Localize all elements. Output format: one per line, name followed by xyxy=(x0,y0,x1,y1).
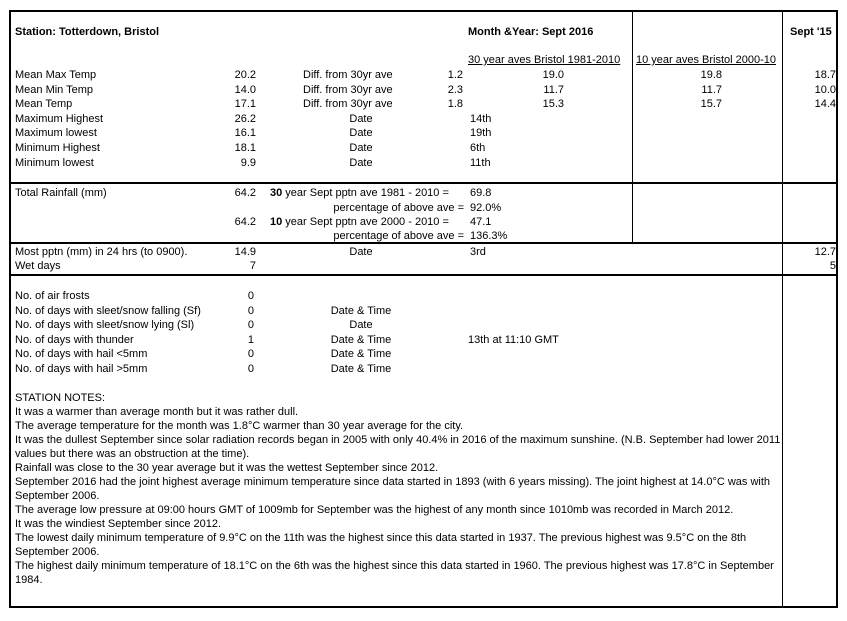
date-label: Date xyxy=(349,142,373,154)
temp-label: Minimum Highest xyxy=(15,142,100,154)
ave30-value: 15.3 xyxy=(542,98,564,111)
day-count-value: 0 xyxy=(247,348,254,361)
ave10-value: 19.8 xyxy=(700,69,722,81)
day-count-label: No. of days with hail >5mm xyxy=(15,363,148,375)
divider xyxy=(9,182,838,184)
divider xyxy=(9,274,838,276)
prev-year-heading: Sept '15 xyxy=(790,26,832,38)
temp-label: Mean Min Temp xyxy=(15,83,94,96)
ave30-value: 11.7 xyxy=(543,83,564,96)
note-line: The average temperature for the month was 1.8°C warmer than 30 year average for the city. xyxy=(15,420,464,432)
date-value: 3rd xyxy=(470,246,486,258)
day-count-label: No. of days with sleet/snow lying (Sl) xyxy=(15,319,195,332)
rain-ave10-value: 47.1 xyxy=(470,216,492,228)
diff-value: 1.8 xyxy=(447,98,463,111)
temp-label: Minimum lowest xyxy=(15,156,94,169)
day-count-value: 0 xyxy=(247,319,254,332)
notes-heading: STATION NOTES: xyxy=(15,392,106,404)
prev-year-value: 10.0 xyxy=(814,83,836,96)
rain-ave30-value: 69.8 xyxy=(470,187,492,199)
rain-pct30-value: 92.0% xyxy=(470,202,502,214)
day-count-label: No. of days with hail <5mm xyxy=(15,348,148,361)
note-line: September 2016 had the joint highest average minimum temperature since data started in 1893 (with 6 years missing). The joint highest at 14.0°C was with September 2006. xyxy=(15,476,771,502)
diff-label: Diff. from 30yr ave xyxy=(303,83,393,96)
day-count-value: 0 xyxy=(247,363,254,375)
pptn-value: 7 xyxy=(249,260,256,272)
diff-value: 1.2 xyxy=(447,69,463,81)
temp-value: 26.2 xyxy=(234,112,256,125)
temp-label: Mean Max Temp xyxy=(15,69,97,81)
rain-ave30-bold: 30 xyxy=(270,187,283,199)
date-label: Date xyxy=(349,112,373,125)
note-line: Rainfall was close to the 30 year average but it was the wettest September since 2012. xyxy=(15,462,439,474)
date-value: 14th xyxy=(470,112,492,125)
day-count-value: 0 xyxy=(247,290,254,302)
rain-ave10-label xyxy=(270,215,449,229)
note-line: It was the windiest September since 2012. xyxy=(15,518,222,530)
prev-year-value: 18.7 xyxy=(814,69,836,81)
day-count-label: No. of days with sleet/snow falling (Sf) xyxy=(15,304,201,317)
date-label: Date & Time xyxy=(330,348,392,361)
rain-ave10-text: year Sept pptn ave 2000 - 2010 = xyxy=(282,216,449,228)
temp-value: 16.1 xyxy=(234,127,256,140)
date-label: Date & Time xyxy=(330,333,392,346)
rain-ave10-bold: 10 xyxy=(270,216,283,228)
rain-ave30-label xyxy=(270,186,449,200)
temp-label: Maximum lowest xyxy=(15,127,97,140)
ave30-value: 19.0 xyxy=(542,69,564,81)
rainfall-value-2: 64.2 xyxy=(234,216,256,228)
prev-year-value: 5 xyxy=(829,260,836,272)
date-label: Date & Time xyxy=(330,304,392,317)
temp-value: 20.2 xyxy=(234,69,256,81)
rainfall-value: 64.2 xyxy=(234,187,256,199)
prev-year-value: 12.7 xyxy=(814,246,836,258)
date-value: 6th xyxy=(470,142,486,154)
rain-pct30-label: percentage of above ave = xyxy=(333,202,464,214)
column-divider xyxy=(632,10,633,242)
day-count-label: No. of days with thunder xyxy=(15,333,134,346)
date-label: Date xyxy=(349,319,373,332)
month-year: Month &Year: Sept 2016 xyxy=(468,26,594,38)
note-line: The lowest daily minimum temperature of 9.9°C on the 11th was the highest since this data started in 1937. The previous highest was 9.5°C on the 8th September 2006. xyxy=(15,532,747,558)
ave-1981-heading: 30 year aves Bristol 1981-2010 xyxy=(468,54,621,66)
note-line: It was the dullest September since solar radiation records began in 2005 with only 40.4% in 2016 of the maximum sunshine. (N.B. September had lower 2011 values but there was an obstruction at the time). xyxy=(15,434,781,460)
rain-ave30-text: year Sept pptn ave 1981 - 2010 = xyxy=(282,187,449,199)
diff-label: Diff. from 30yr ave xyxy=(303,69,393,81)
temp-value: 9.9 xyxy=(240,156,256,169)
temp-label: Mean Temp xyxy=(15,98,73,111)
date-label: Date & Time xyxy=(330,363,392,375)
ave10-value: 15.7 xyxy=(700,98,722,111)
date-value: 11th xyxy=(470,156,491,169)
day-count-value: 0 xyxy=(247,304,254,317)
rain-pct10-value: 136.3% xyxy=(470,230,508,242)
date-value: 13th at 11:10 GMT xyxy=(468,333,559,346)
date-label: Date xyxy=(349,246,373,258)
pptn-value: 14.9 xyxy=(234,246,256,258)
temp-value: 18.1 xyxy=(234,142,256,154)
ave-2000-heading: 10 year aves Bristol 2000-10 xyxy=(636,54,777,66)
temp-value: 14.0 xyxy=(234,83,256,96)
pptn-label: Most pptn (mm) in 24 hrs (to 0900). xyxy=(15,246,188,258)
temp-value: 17.1 xyxy=(234,98,256,111)
diff-label: Diff. from 30yr ave xyxy=(303,98,393,111)
note-line: The highest daily minimum temperature of 18.1°C on the 6th was the highest since this data started in 1960. The previous highest was 17.8°C in September 1984. xyxy=(15,560,774,586)
day-count-label: No. of air frosts xyxy=(15,290,90,302)
note-line: It was a warmer than average month but it was rather dull. xyxy=(15,406,299,418)
day-count-value: 1 xyxy=(247,333,254,346)
prev-year-value: 14.4 xyxy=(814,98,836,111)
pptn-label: Wet days xyxy=(15,260,61,272)
temp-label: Maximum Highest xyxy=(15,112,104,125)
station-name: Station: Totterdown, Bristol xyxy=(15,26,160,38)
note-line: The average low pressure at 09:00 hours GMT of 1009mb for September was the highest of any month since 1010mb was recorded in March 2012. xyxy=(15,504,734,516)
date-label: Date xyxy=(349,156,373,169)
ave10-value: 11.7 xyxy=(701,83,722,96)
date-value: 19th xyxy=(470,127,492,140)
date-label: Date xyxy=(349,127,373,140)
rainfall-label: Total Rainfall (mm) xyxy=(15,187,107,199)
diff-value: 2.3 xyxy=(447,83,463,96)
rain-pct10-label: percentage of above ave = xyxy=(333,230,464,242)
